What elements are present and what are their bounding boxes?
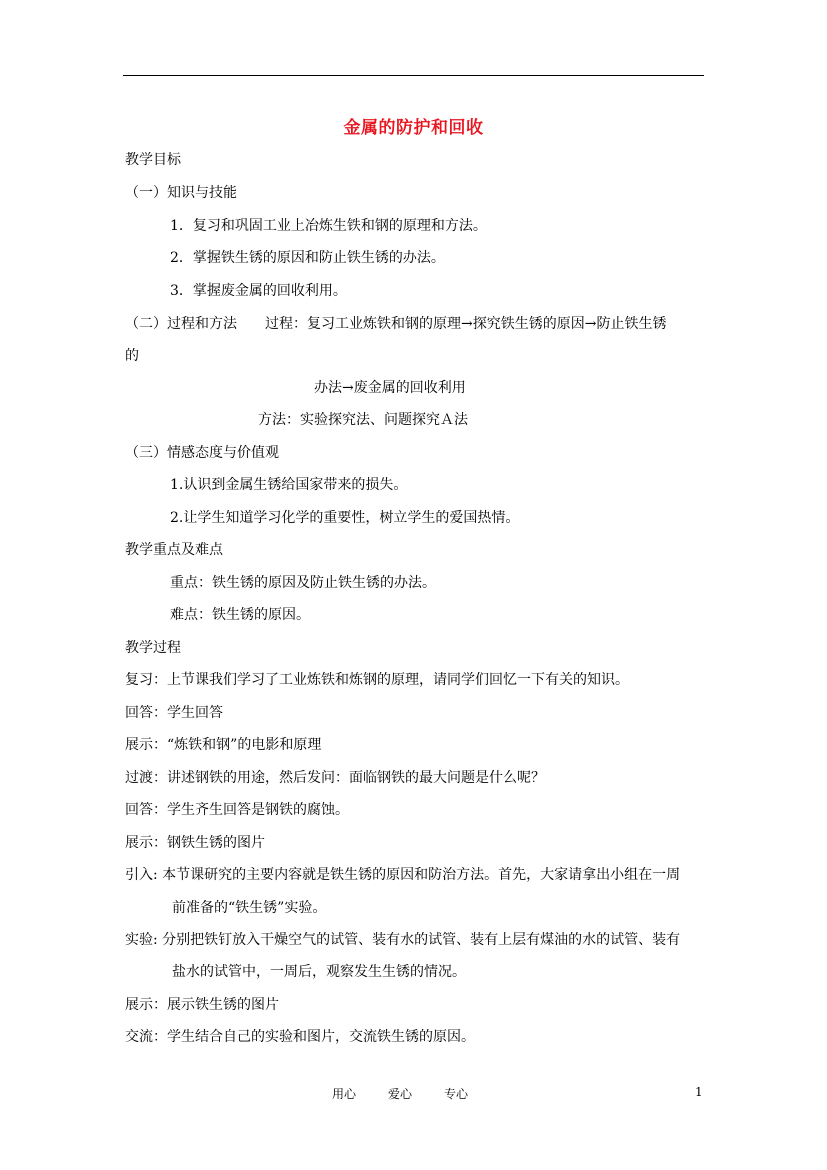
footer-motto-2: 爱心 <box>388 1087 413 1101</box>
text-line: 盐水的试管中，一周后，观察发生生锈的情况。 <box>172 964 466 980</box>
text-line: 教学目标 <box>125 152 181 168</box>
footer-motto-1: 用心 <box>332 1087 357 1101</box>
text-line: 展示：“炼铁和钢”的电影和原理 <box>125 737 322 753</box>
text-line: （三）情感态度与价值观 <box>125 445 279 461</box>
text-line: 1.认识到金属生锈给国家带来的损失。 <box>170 477 408 493</box>
text-line: 回答：学生回答 <box>125 705 223 721</box>
text-line: 展示：钢铁生锈的图片 <box>125 835 265 851</box>
text-line: 过渡：讲述钢铁的用途，然后发问：面临钢铁的最大问题是什么呢？ <box>125 770 545 786</box>
text-line: 的 <box>125 348 139 364</box>
page-number: 1 <box>695 1085 703 1099</box>
text-line: 教学重点及难点 <box>125 542 223 558</box>
text-line: （一）知识与技能 <box>125 185 237 201</box>
text-line: 2．掌握铁生锈的原因和防止铁生锈的办法。 <box>170 250 445 266</box>
text-line: 教学过程 <box>125 640 181 656</box>
text-line: 重点：铁生锈的原因及防止铁生锈的办法。 <box>170 575 436 591</box>
text-line: 2.让学生知道学习化学的重要性，树立学生的爱国热情。 <box>170 510 520 526</box>
text-line: 办法→废金属的回收利用 <box>314 380 466 396</box>
page-title: 金属的防护和回收 <box>343 118 484 138</box>
text-line: 展示：展示铁生锈的图片 <box>125 997 279 1013</box>
footer-motto-3: 专心 <box>444 1087 469 1101</box>
text-line: 难点：铁生锈的原因。 <box>170 607 310 623</box>
text-line: 前准备的“铁生锈”实验。 <box>172 900 327 916</box>
text-line: 回答：学生齐生回答是钢铁的腐蚀。 <box>125 802 349 818</box>
text-line: （二）过程和方法 过程：复习工业炼铁和钢的原理→探究铁生锈的原因→防止铁生锈 <box>125 316 667 332</box>
text-line: 复习：上节课我们学习了工业炼铁和炼钢的原理，请同学们回忆一下有关的知识。 <box>125 672 629 688</box>
header-rule <box>123 75 704 76</box>
text-line: 引入: 本节课研究的主要内容就是铁生锈的原因和防治方法。首先，大家请拿出小组在一周 <box>125 867 681 883</box>
text-line: 3．掌握废金属的回收利用。 <box>170 283 347 299</box>
text-line: 实验: 分别把铁钉放入干燥空气的试管、装有水的试管、装有上层有煤油的水的试管、装有 <box>125 932 681 948</box>
text-line: 交流：学生结合自己的实验和图片，交流铁生锈的原因。 <box>125 1029 475 1045</box>
text-line: 方法：实验探究法、问题探究Ａ法 <box>258 412 468 428</box>
text-line: 1．复习和巩固工业上冶炼生铁和钢的原理和方法。 <box>170 218 487 234</box>
